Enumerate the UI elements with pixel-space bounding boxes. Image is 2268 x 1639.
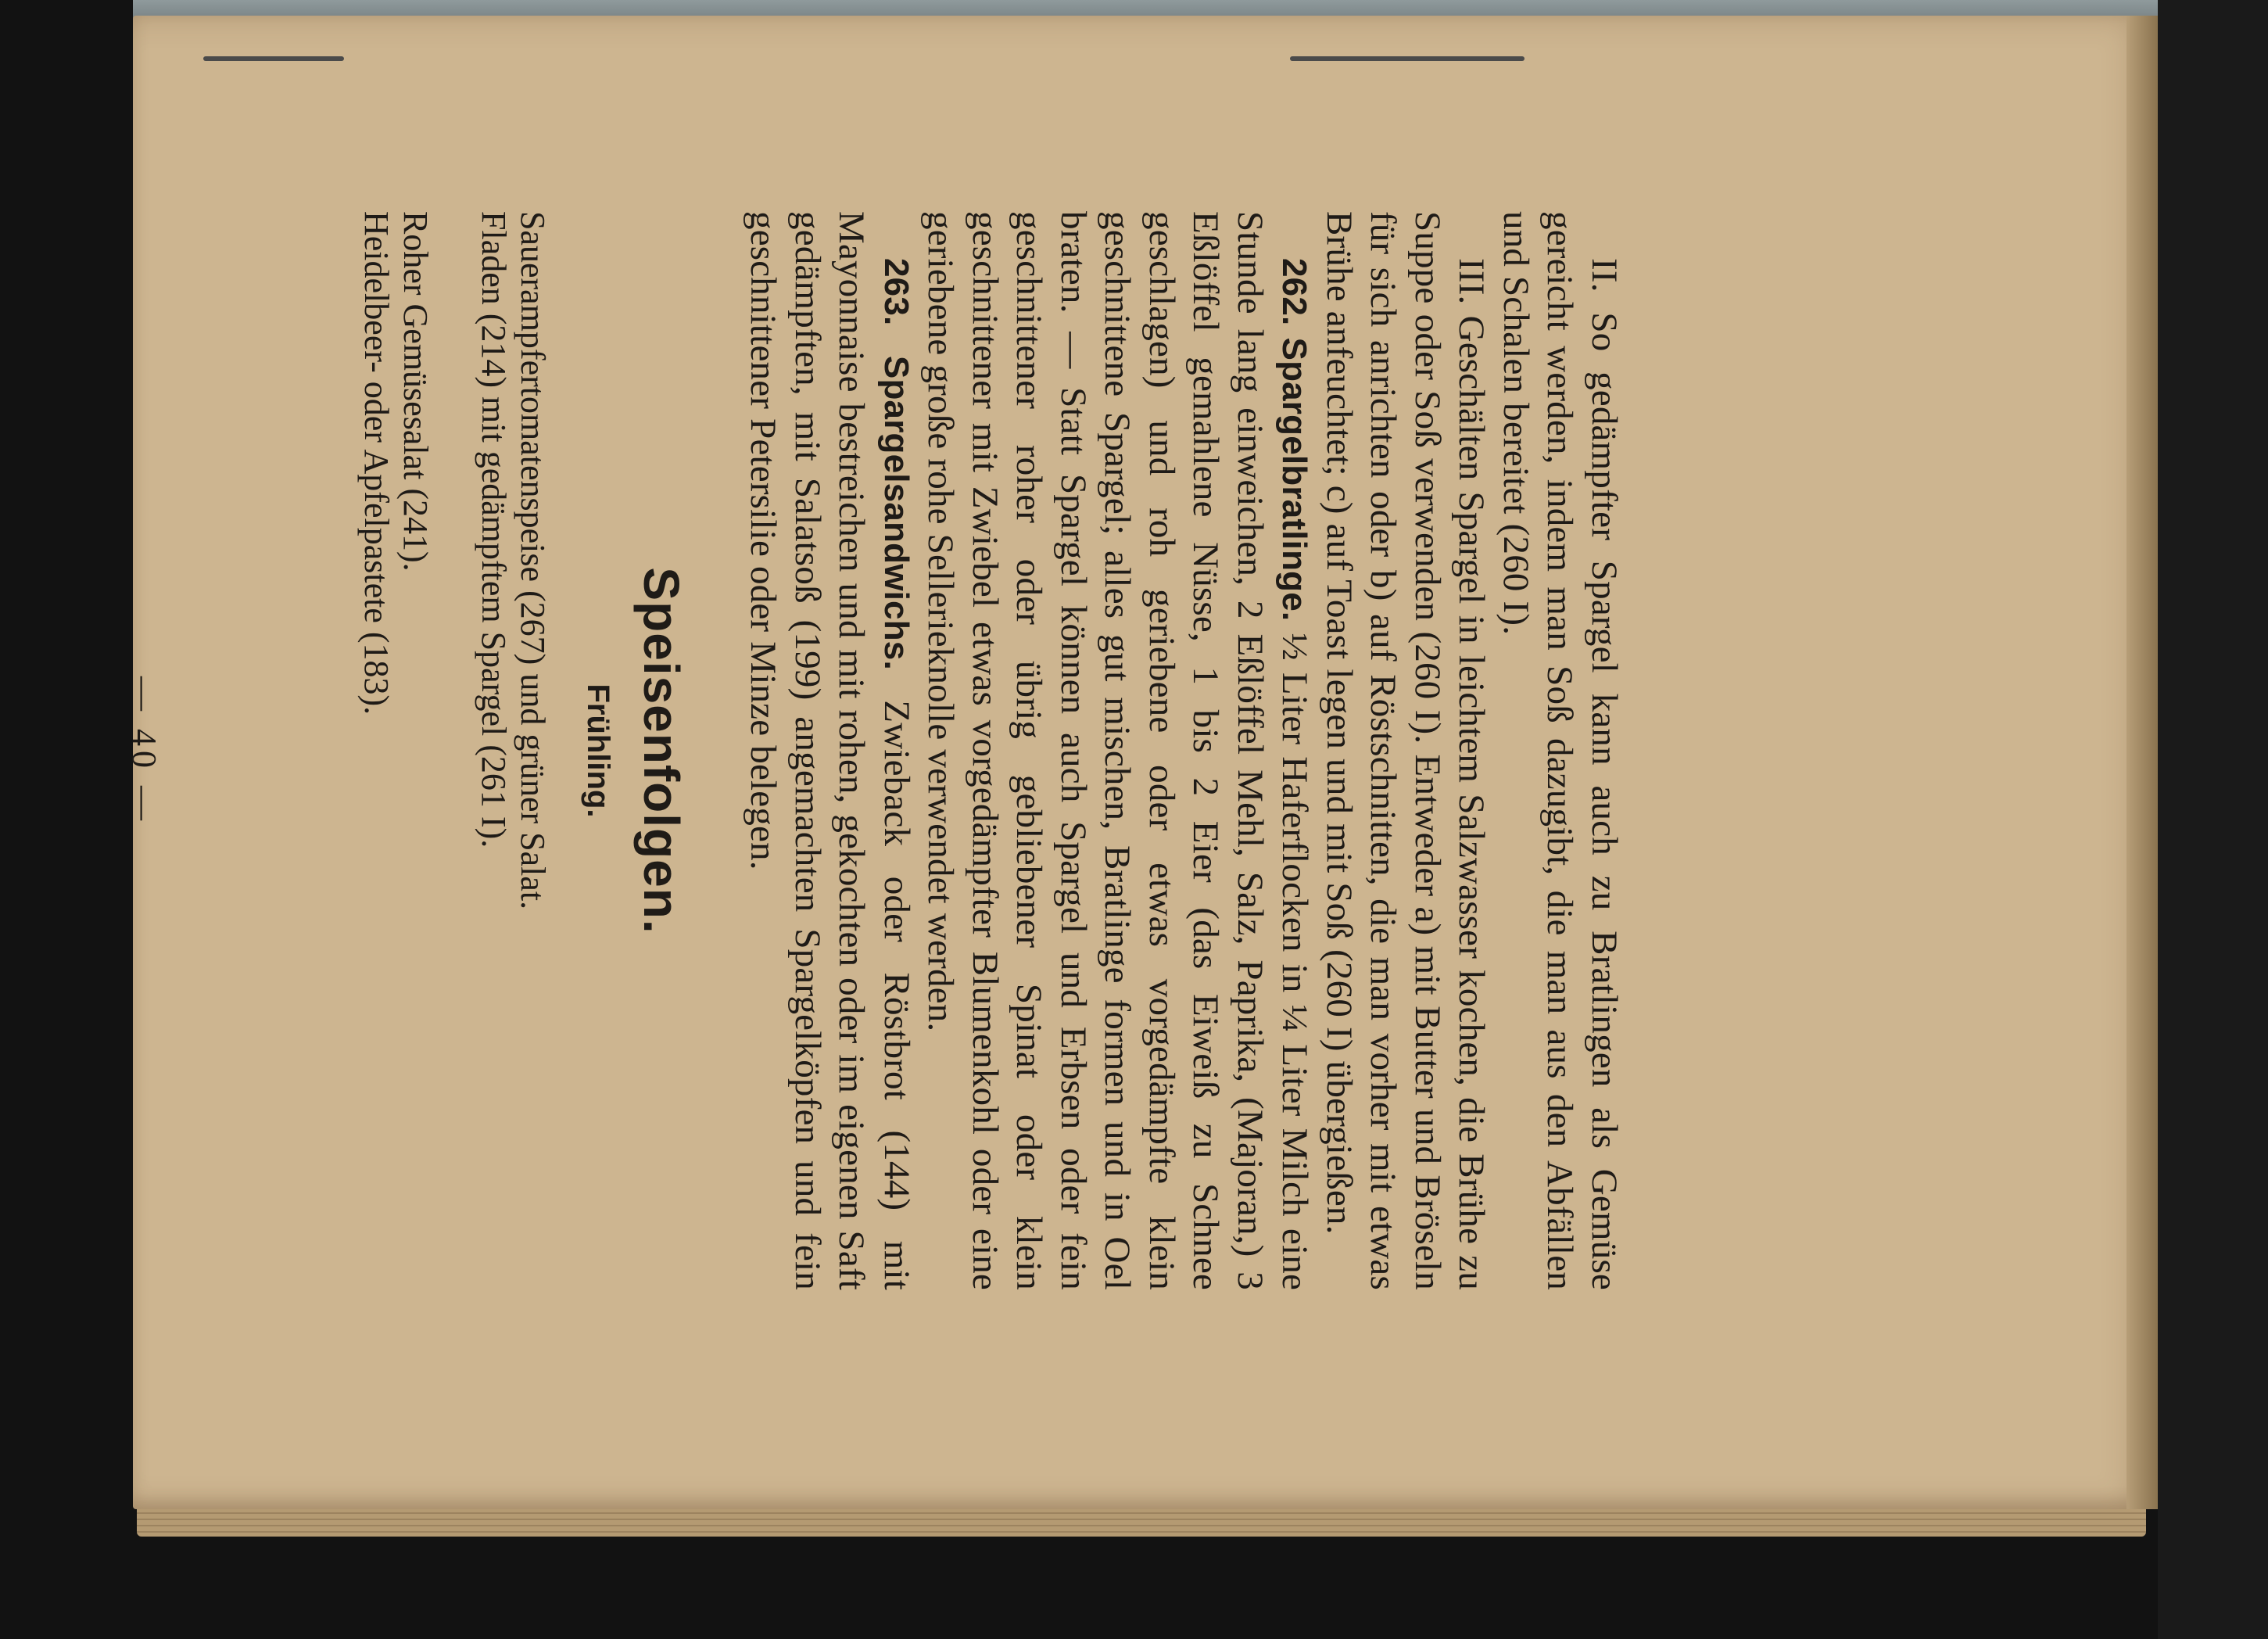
menu-item: Heidelbeer- oder Apfelpastete (183). bbox=[357, 211, 396, 715]
paragraph-II: II. So gedämpfter Spargel kann auch zu Bratlingen als Gemüse gereicht werden, indem man Soß dazugibt, die man aus den Abfällen und Schalen bereitet (260 I). bbox=[1496, 211, 1625, 1290]
page-number: — 40 — bbox=[125, 676, 163, 825]
recipe-263 bbox=[741, 211, 919, 1290]
recipe-262-body: ½ Liter Haferflocken in ¼ Liter Milch eine Stunde lang einweichen, 2 Eßlöffel Mehl, Salz, Paprika, (Majoran,) 3 Eßlöffel gemahlene Nüsse, 1 bis 2 Eier (das Eiweiß zu Schnee geschlagen) und roh geriebene oder etwas vorgedämpfte klein geschnittene Spargel; alles gut mischen, Bratlinge formen und in Oel braten. — Statt Spargel können auch Spargel und Erbsen oder fein geschnittener roher oder übrig gebliebener Spinat oder klein geschnittener mit Zwiebel etwas vorgedämpfter Blumenkohl oder eine geriebene große rohe Sellerieknolle verwendet werden. bbox=[920, 211, 1316, 1291]
recipe-263-number: 263. bbox=[877, 258, 915, 326]
menu-item: Roher Gemüsesalat (241). bbox=[396, 211, 435, 572]
season-heading: Frühling. bbox=[581, 683, 615, 818]
text-column bbox=[357, 211, 1626, 1290]
rotated-text-block bbox=[16, 23, 1798, 1478]
scanner-right-edge bbox=[2158, 0, 2268, 1639]
recipe-263-body: Zwieback oder Röstbrot (144) mit Mayonnaise bestreichen und mit rohen, gekochten oder im eigenen Saft gedämpften, mit Salatsoß (199) angemachten Spargelköpfen und fein geschnittener Petersilie oder Minze belegen. bbox=[743, 211, 917, 1290]
page-gutter bbox=[2126, 16, 2158, 1509]
menu-group-1 bbox=[474, 211, 552, 1290]
recipe-262 bbox=[919, 211, 1317, 1290]
menu-item: Fladen (214) mit gedämpftem Spargel (261 I). bbox=[475, 211, 513, 848]
recipe-263-title: Spargelsandwichs. bbox=[877, 355, 915, 670]
section-heading: Speisenfolgen. bbox=[633, 567, 690, 934]
menu-item: Sauerampfertomatenspeise (267) und grüner Salat. bbox=[514, 211, 552, 910]
paragraph-III: III. Geschälten Spargel in leichtem Salzwasser kochen, die Brühe zu Suppe oder Soß verwenden (260 I). Entweder a) mit Butter und Bröseln für sich anrichten oder b) auf Röstschnitten, die man vorher mit etwas Brühe anfeuchtet; c) auf Toast legen und mit Soß (260 I) übergießen. bbox=[1319, 211, 1492, 1290]
recipe-262-title: Spargelbratlinge. bbox=[1275, 337, 1314, 622]
recipe-262-number: 262. bbox=[1275, 258, 1314, 326]
menu-group-2 bbox=[357, 211, 435, 1290]
